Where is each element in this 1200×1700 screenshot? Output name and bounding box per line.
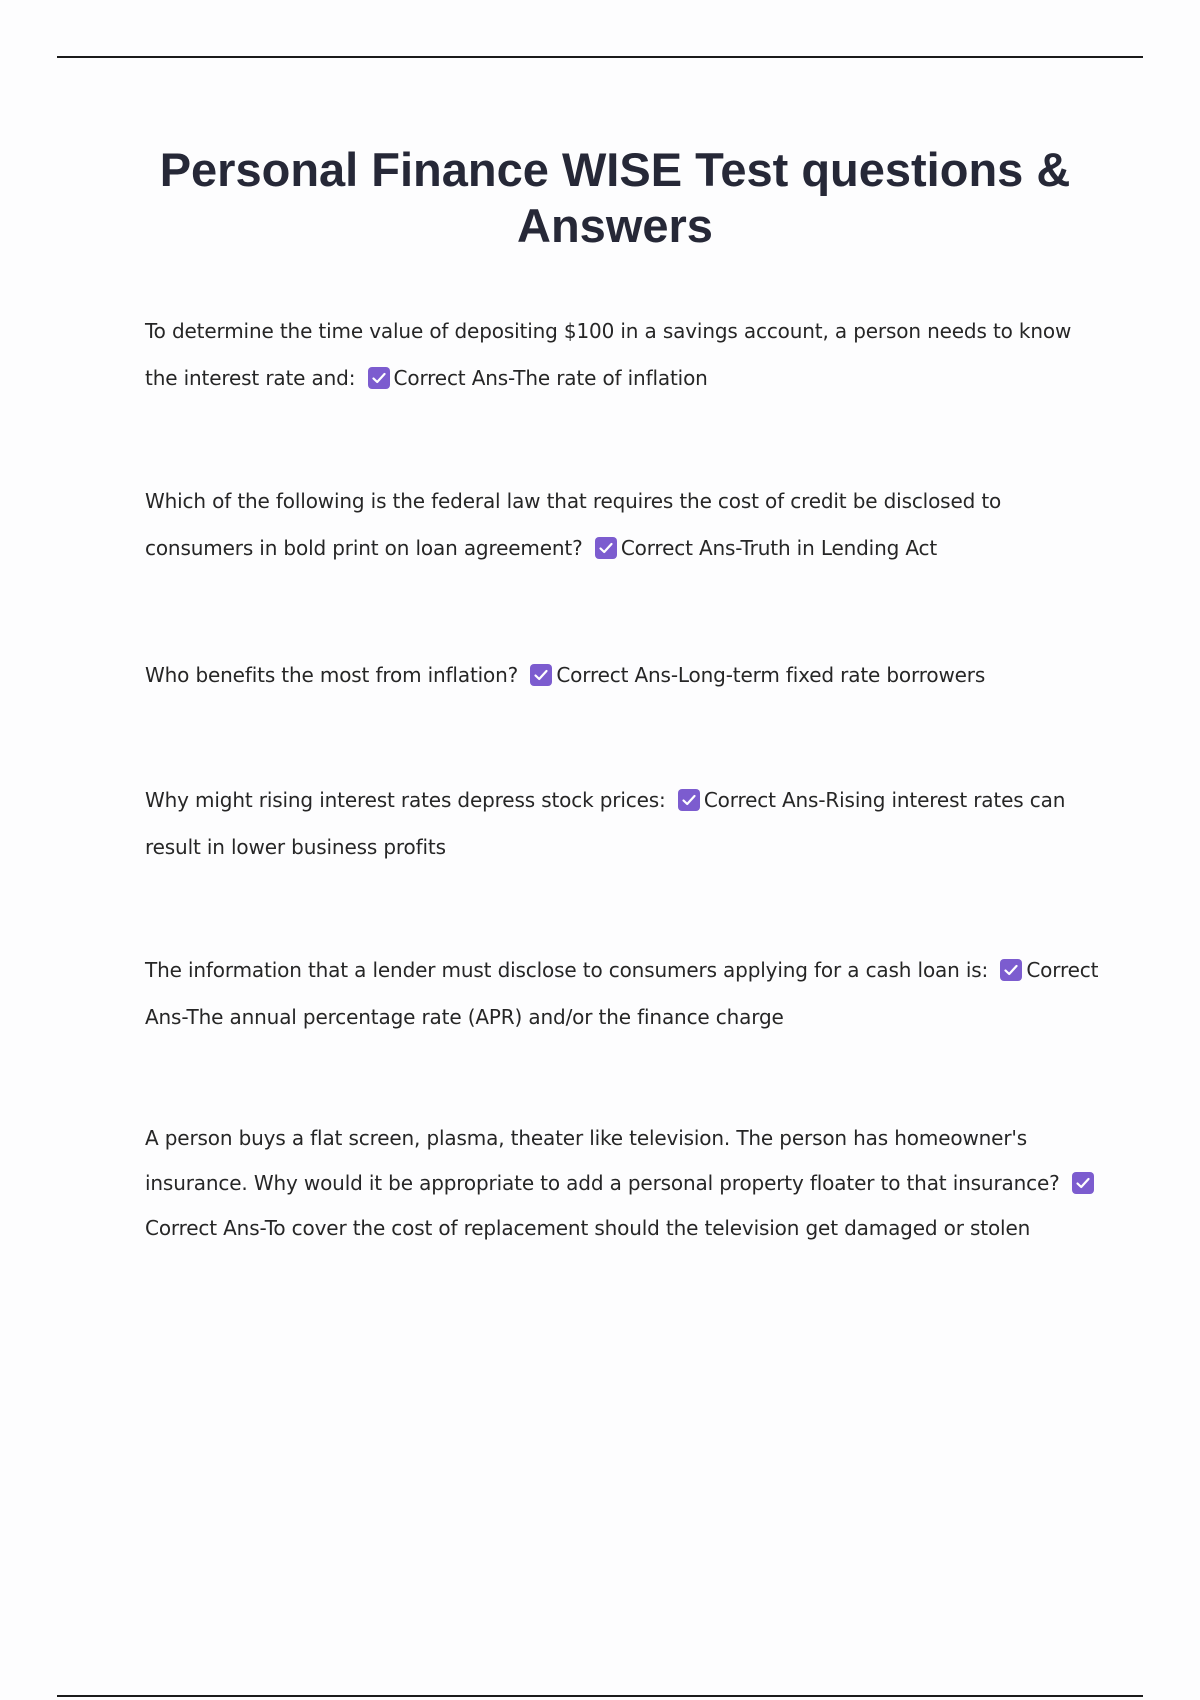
answer-text: Correct Ans-The rate of inflation xyxy=(393,366,708,390)
qa-item-5 xyxy=(145,947,1100,1041)
checked-checkbox-icon xyxy=(595,537,617,559)
checked-checkbox-icon xyxy=(1000,959,1022,981)
qa-item-3 xyxy=(145,652,1100,699)
checked-checkbox-icon xyxy=(678,789,700,811)
qa-item-4 xyxy=(145,777,1100,871)
answer-text: Correct Ans-Rising interest rates can result in lower business profits xyxy=(145,788,1066,859)
answer-text: Correct Ans-Long-term fixed rate borrowers xyxy=(556,663,986,687)
question-text: To determine the time value of depositing $100 in a savings account, a person needs to know the interest rate and: xyxy=(145,319,1072,390)
question-text: Who benefits the most from inflation? xyxy=(145,663,519,687)
qa-item-1 xyxy=(145,308,1100,402)
question-text: Why might rising interest rates depress stock prices: xyxy=(145,788,666,812)
question-text: The information that a lender must disclose to consumers applying for a cash loan is: xyxy=(145,958,989,982)
checked-checkbox-icon xyxy=(530,664,552,686)
answer-text: Correct Ans-The annual percentage rate (APR) and/or the finance charge xyxy=(145,958,1099,1029)
question-text: A person buys a flat screen, plasma, theater like television. The person has homeowner's insurance. Why would it be appropriate to add a personal property floater to that insurance? xyxy=(145,1126,1060,1195)
question-text: Which of the following is the federal law that requires the cost of credit be disclosed to consumers in bold print on loan agreement? xyxy=(145,489,1002,560)
answer-text: Correct Ans-Truth in Lending Act xyxy=(620,536,938,560)
answer-text: Correct Ans-To cover the cost of replacement should the television get damaged or stolen xyxy=(145,1216,1031,1240)
bottom-rule xyxy=(57,1695,1143,1697)
qa-item-2 xyxy=(145,478,1100,572)
checked-checkbox-icon xyxy=(1072,1172,1094,1194)
page-title: Personal Finance WISE Test questions & Answers xyxy=(159,143,1071,252)
top-rule xyxy=(57,56,1143,58)
checked-checkbox-icon xyxy=(368,367,390,389)
qa-item-6 xyxy=(145,1116,1100,1251)
